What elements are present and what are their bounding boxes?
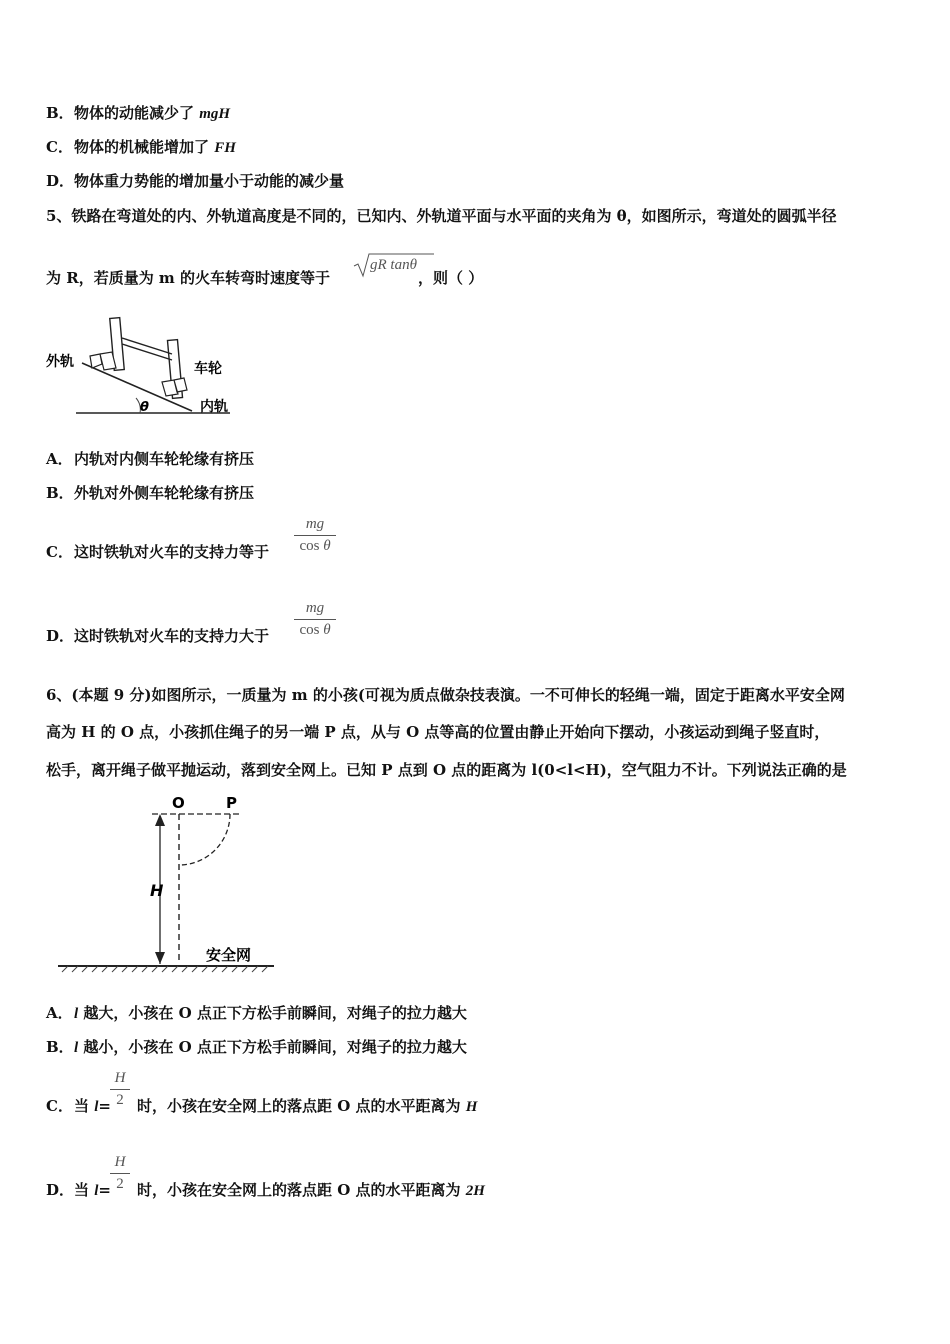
- inner-rail-shape: [162, 378, 187, 396]
- q4-option-c: C．物体的机械能增加了 FH: [46, 138, 236, 156]
- q5-sqrt-expression: gR tanθ: [352, 252, 436, 285]
- label-outer-rail: 外轨: [46, 354, 74, 370]
- q5-option-a: A．内轨对内侧车轮轮缘有挤压: [46, 450, 255, 468]
- label-wheel: 车轮: [194, 361, 222, 377]
- label-inner-rail: 内轨: [200, 399, 228, 415]
- q5-option-c-fraction: mg cos θ: [294, 516, 336, 555]
- outer-rail-shape: [90, 352, 116, 370]
- q6-option-c-fraction: H 2: [110, 1070, 130, 1109]
- q4-option-b: B．物体的动能减少了 mgH: [46, 104, 231, 122]
- q6-stem-line1: 6、(本题 9 分)如图所示，一质量为 m 的小孩(可视为质点做杂技表演。一不可伸长的轻绳一端，固定于距离水平安全网: [46, 686, 845, 704]
- q5-stem-line2: 为 R，若质量为 m 的火车转弯时速度等于 ，则（ ）: [46, 269, 484, 287]
- label-H: H: [150, 881, 164, 900]
- q5-option-d-fraction: mg cos θ: [294, 600, 336, 639]
- label-P: P: [226, 794, 237, 812]
- q5-rail-figure: [44, 310, 244, 420]
- q6-swing-figure: [54, 792, 284, 977]
- label-safety-net: 安全网: [206, 946, 252, 964]
- q5-option-d: D．这时铁轨对火车的支持力大于: [46, 627, 270, 645]
- q6-option-a: A．l 越大，小孩在 O 点正下方松手前瞬间，对绳子的拉力越大: [46, 1004, 467, 1022]
- label-O: O: [172, 794, 185, 812]
- q6-option-b: B．l 越小，小孩在 O 点正下方松手前瞬间，对绳子的拉力越大: [46, 1038, 467, 1056]
- q6-stem-line3: 松手，离开绳子做平抛运动，落到安全网上。已知 P 点到 O 点的距离为 l(0<l<H)，空气阻力不计。下列说法正确的是: [46, 761, 847, 779]
- q5-option-b: B．外轨对外侧车轮轮缘有挤压: [46, 484, 255, 502]
- q6-option-d-fraction: H 2: [110, 1154, 130, 1193]
- label-angle: θ: [140, 400, 149, 415]
- q6-option-c: C．当 l= 时，小孩在安全网上的落点距 O 点的水平距离为 H: [46, 1097, 478, 1115]
- q6-stem-line2: 高为 H 的 O 点，小孩抓住绳子的另一端 P 点，从与 O 点等高的位置由静止开始向下摆动，小孩运动到绳子竖直时，: [46, 723, 830, 741]
- q6-option-d: D．当 l= 时，小孩在安全网上的落点距 O 点的水平距离为 2H: [46, 1181, 485, 1199]
- arrow-up-icon: [155, 814, 165, 826]
- arrow-down-icon: [155, 952, 165, 964]
- q4-option-d: D．物体重力势能的增加量小于动能的减少量: [46, 172, 345, 190]
- q5-stem-line1: 5、铁路在弯道处的内、外轨道高度是不同的，已知内、外轨道平面与水平面的夹角为 θ，如图所示，弯道处的圆弧半径: [46, 207, 837, 225]
- q5-option-c: C．这时铁轨对火车的支持力等于: [46, 543, 270, 561]
- swing-arc: [179, 814, 230, 865]
